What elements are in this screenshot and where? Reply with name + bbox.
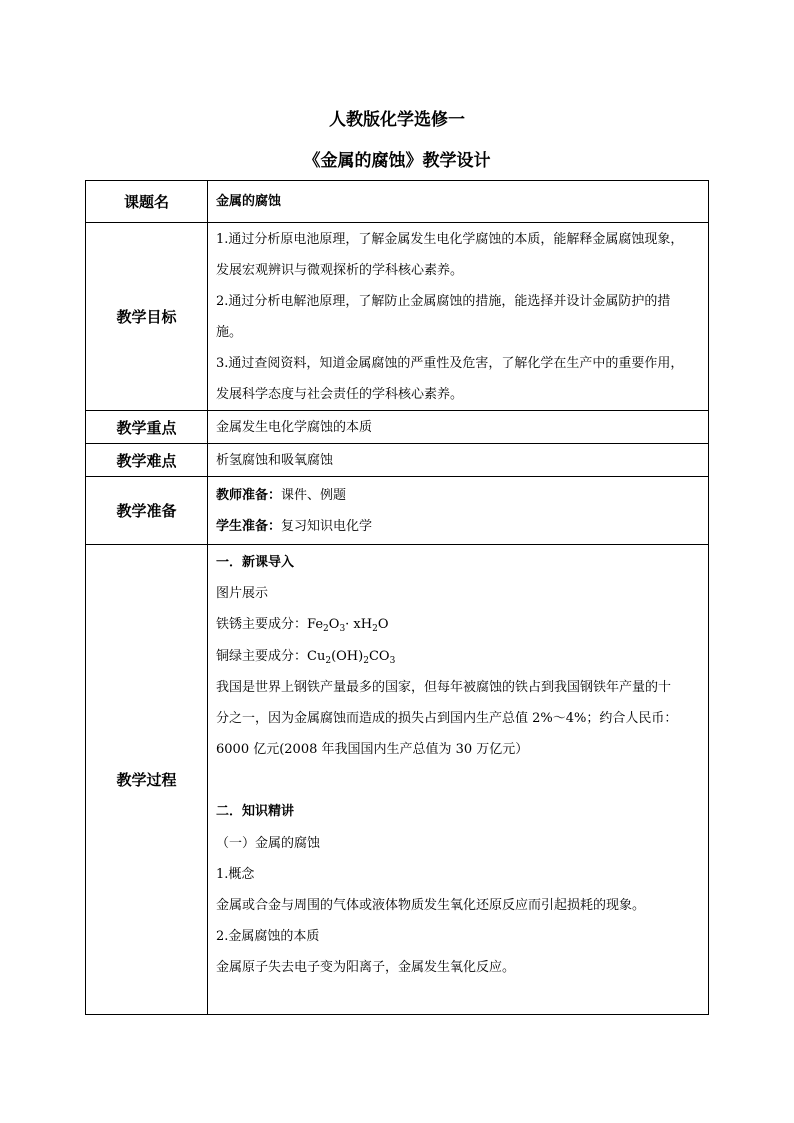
process-label: 教学过程 [86, 545, 208, 1015]
goal-line: 施。 [216, 324, 243, 340]
key-point-value: 金属发生电化学腐蚀的本质 [208, 411, 709, 444]
table-row [86, 223, 709, 411]
lesson-plan-table [85, 180, 709, 1015]
concept-text: 金属或合金与周围的气体或液体物质发生氧化还原反应而引起损耗的现象。 [216, 898, 646, 914]
goals-label: 教学目标 [86, 223, 208, 411]
topic-value: 金属的腐蚀 [208, 181, 709, 223]
preparation-content [208, 477, 709, 545]
essence-text: 金属原子失去电子变为阳离子，金属发生氧化反应。 [216, 960, 516, 976]
paragraph-line: 分之一，因为金属腐蚀而造成的损失占到国内生产总值 2%～4%；约合人民币： [216, 711, 678, 727]
document-subtitle: 《金属的腐蚀》教学设计 [303, 151, 491, 171]
goals-content [208, 223, 709, 411]
student-prep-value: 复习知识电化学 [281, 518, 373, 534]
process-content [208, 545, 709, 1015]
essence-title: 2.金属腐蚀的本质 [216, 929, 320, 945]
key-point-label: 教学重点 [86, 411, 208, 444]
concept-title: 1.概念 [216, 866, 255, 882]
section-heading: 一．新课导入 [216, 555, 295, 570]
rust-composition: 铁锈主要成分：$Fe_2O_3\cdot xH_2O$ [216, 617, 389, 635]
topic-label: 课题名 [86, 181, 208, 223]
goal-line: 3.通过查阅资料，知道金属腐蚀的严重性及危害，了解化学在生产中的重要作用， [216, 355, 684, 371]
difficulty-label: 教学难点 [86, 444, 208, 477]
teacher-prep-value: 课件、例题 [281, 487, 347, 503]
section-heading: 二．知识精讲 [216, 804, 295, 820]
paragraph-line: 6000 亿元(2008 年我国国内生产总值为 30 万亿元） [216, 742, 529, 758]
teacher-prep-label: 教师准备： [216, 487, 282, 503]
patina-composition: 铜绿主要成分：$Cu_2(OH)_2CO_3$ [216, 648, 396, 666]
preparation-label: 教学准备 [86, 477, 208, 545]
goal-line: 发展宏观辨识与微观探析的学科核心素养。 [216, 262, 464, 278]
goal-line: 2.通过分析电解池原理，了解防止金属腐蚀的措施，能选择并设计金属防护的措 [216, 293, 671, 309]
subsection-heading: （一）金属的腐蚀 [216, 835, 321, 851]
table-row [86, 411, 709, 444]
table-row [86, 181, 709, 223]
difficulty-value: 析氢腐蚀和吸氧腐蚀 [208, 444, 709, 477]
document-title: 人教版化学选修一 [329, 110, 465, 130]
table-row [86, 444, 709, 477]
table-row [86, 477, 709, 545]
picture-show-text: 图片展示 [216, 586, 269, 602]
goal-line: 发展科学态度与社会责任的学科核心素养。 [216, 386, 464, 402]
goal-line: 1.通过分析原电池原理，了解金属发生电化学腐蚀的本质，能解释金属腐蚀现象， [216, 231, 684, 247]
paragraph-line: 我国是世界上钢铁产量最多的国家，但每年被腐蚀的铁占到我国钢铁年产量的十 [216, 679, 672, 695]
student-prep-label: 学生准备： [216, 518, 282, 534]
table-row [86, 545, 709, 1015]
